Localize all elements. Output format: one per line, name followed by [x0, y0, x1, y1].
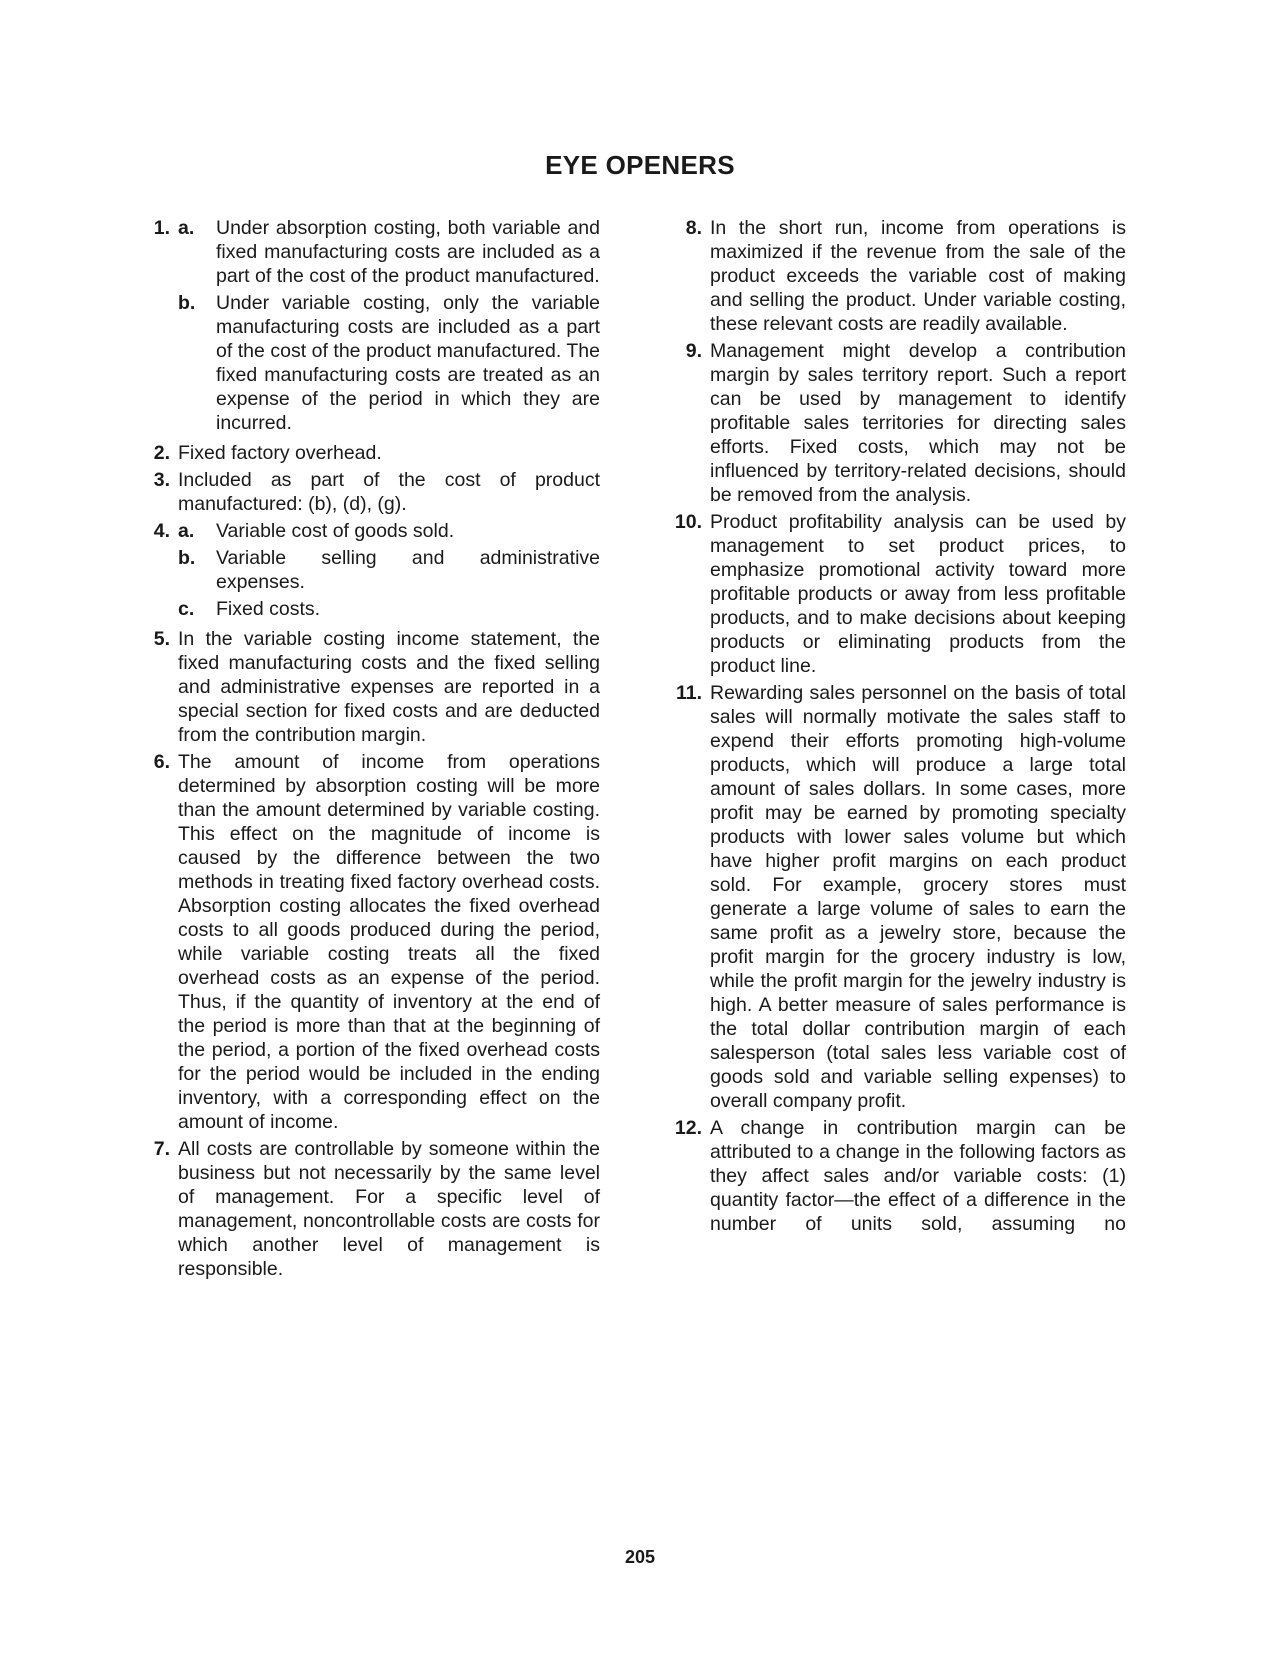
list-item	[672, 339, 1126, 507]
list-item	[140, 750, 600, 1134]
item-number: 11.	[675, 682, 702, 704]
sub-item-label: c.	[178, 598, 195, 620]
list-item	[672, 216, 1126, 336]
item-text: The amount of income from operations determined by absorption costing will be more than the amount determined by variable costing. This effect on the magnitude of income is caused by the difference between the two methods in treating fixed factory overhead costs. Absorption costing allocates the fixed overhead costs to all goods produced during the period, while variable costing treats all the fixed overhead costs as an expense of the period. Thus, if the quantity of inventory at the end of the period is more than that at the beginning of the period, a portion of the fixed overhead costs for the period would be included in the ending inventory, with a corresponding effect on the amount of income.	[178, 751, 600, 1133]
left-column	[140, 216, 600, 1284]
item-text: In the short run, income from operations is maximized if the revenue from the sale of the product exceeds the variable cost of making and selling the product. Under variable costing, these relevant costs are readily available.	[710, 217, 1126, 335]
sub-item-text: Variable selling and administrative expenses.	[216, 547, 600, 593]
item-number: 3.	[153, 469, 170, 491]
item-number: 1.	[153, 217, 170, 239]
sub-item-label: b.	[178, 292, 196, 314]
list-item	[140, 1137, 600, 1281]
list-item	[140, 441, 600, 465]
list-item	[672, 1116, 1126, 1236]
item-number: 2.	[153, 442, 170, 464]
sub-item-label: a.	[178, 217, 195, 239]
item-number: 6.	[153, 751, 170, 773]
item-text: Management might develop a contribution margin by sales territory report. Such a report can be used by management to identify profitable sales territories for directing sales efforts. Fixed costs, which may not be influenced by territory-related decisions, should be removed from the analysis.	[710, 340, 1126, 506]
item-text: Product profitability analysis can be used by management to set product prices, to emphasize promotional activity toward more profitable products or away from less profitable products, and to make decisions about keeping products or eliminating products from the product line.	[710, 511, 1126, 677]
sub-item	[178, 597, 600, 621]
item-number: 7.	[153, 1138, 170, 1160]
list-item	[672, 510, 1126, 678]
item-number: 9.	[685, 340, 702, 362]
sub-list	[178, 216, 600, 438]
item-text: Rewarding sales personnel on the basis of total sales will normally motivate the sales staff to expend their efforts promoting high-volume products, which will produce a large total amount of sales dollars. In some cases, more profit may be earned by promoting specialty products with lower sales volume but which have higher profit margins on each product sold. For example, grocery stores must generate a large volume of sales to earn the same profit as a jewelry store, because the profit margin for the grocery industry is low, while the profit margin for the jewelry industry is high. A better measure of sales performance is the total dollar contribution margin of each salesperson (total sales less variable cost of goods sold and variable selling expenses) to overall company profit.	[710, 682, 1126, 1112]
item-text: All costs are controllable by someone within the business but not necessarily by the same level of management. For a specific level of management, noncontrollable costs are costs for which another level of management is responsible.	[178, 1138, 600, 1280]
sub-item	[178, 216, 600, 288]
sub-item-text: Under variable costing, only the variable manufacturing costs are included as a part of the cost of the product manufactured. The fixed manufacturing costs are treated as an expense of the period in which they are incurred.	[216, 292, 600, 434]
right-column	[672, 216, 1126, 1239]
sub-item-label: a.	[178, 520, 195, 542]
sub-item-text: Under absorption costing, both variable and fixed manufacturing costs are included as a part of the cost of the product manufactured.	[216, 217, 600, 287]
item-number: 8.	[685, 217, 702, 239]
page-title: EYE OPENERS	[545, 150, 735, 180]
list-item	[672, 681, 1126, 1113]
sub-item	[178, 291, 600, 435]
page-number: 205	[624, 1547, 656, 1567]
list-item	[140, 519, 600, 624]
sub-item	[178, 519, 600, 543]
list-item	[140, 216, 600, 438]
sub-item-text: Fixed costs.	[216, 598, 321, 620]
list-item	[140, 627, 600, 747]
item-number: 12.	[674, 1117, 702, 1139]
sub-list	[178, 519, 600, 624]
sub-item	[178, 546, 600, 594]
item-number: 5.	[153, 628, 170, 650]
item-number: 4.	[153, 520, 170, 542]
item-text: Fixed factory overhead.	[178, 442, 382, 464]
list-item	[140, 468, 600, 516]
sub-item-text: Variable cost of goods sold.	[216, 520, 455, 542]
item-text: A change in contribution margin can be attributed to a change in the following factors as they affect sales and/or variable costs: (1) quantity factor—the effect of a difference in the number of units sold, assuming no	[710, 1117, 1126, 1235]
item-number: 10.	[674, 511, 702, 533]
item-text: In the variable costing income statement, the fixed manufacturing costs and the fixed selling and administrative expenses are reported in a special section for fixed costs and are deducted from the contribution margin.	[178, 628, 600, 746]
sub-item-label: b.	[178, 547, 196, 569]
item-text: Included as part of the cost of product manufactured: (b), (d), (g).	[178, 469, 600, 515]
